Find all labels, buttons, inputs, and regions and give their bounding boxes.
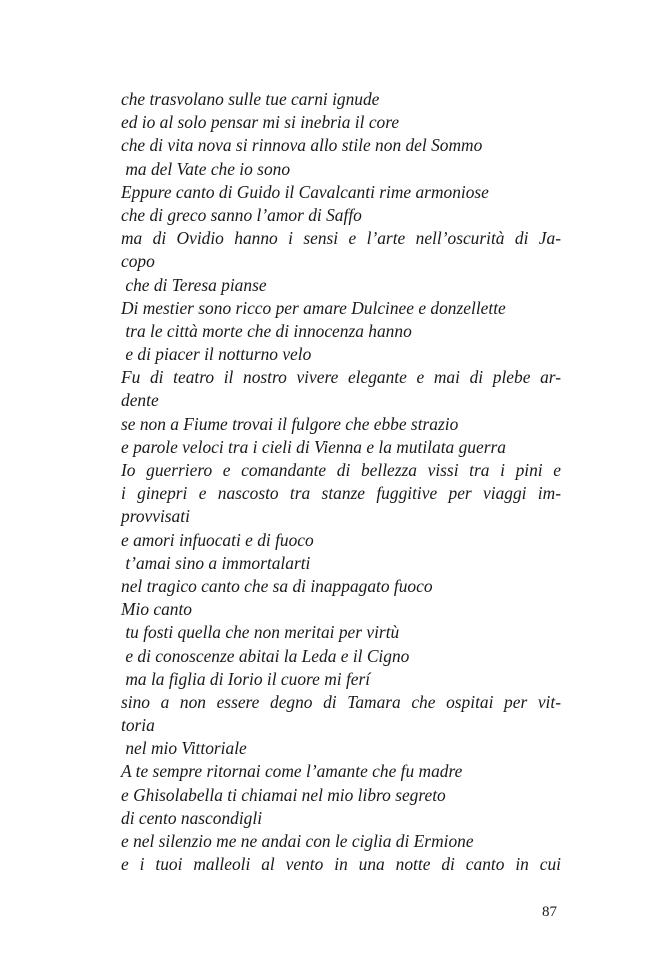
poem-line: e nel silenzio me ne andai con le ciglia di Ermione — [121, 831, 474, 851]
poem-line: Mio canto — [121, 599, 192, 620]
poem-line: ma di Ovidio hanno i sensi e l’arte nell’oscurità di Ja- — [121, 228, 561, 249]
poem-line: che trasvolano sulle tue carni ignude — [121, 89, 380, 109]
poem-line: toria — [121, 715, 155, 736]
poem-line: di cento nascondigli — [121, 807, 263, 828]
poem-line: ma la figlia di Iorio il cuore mi ferí — [121, 668, 371, 689]
poem-text — [121, 88, 561, 876]
poem-line: che di Teresa pianse — [121, 274, 267, 295]
poem-line: se non a Fiume trovai il fulgore che ebbe strazio — [121, 413, 459, 434]
poem-line: tu fosti quella che non meritai per virtù — [121, 622, 400, 643]
poem-line: e di conoscenze abitai la Leda e il Cigno — [121, 645, 410, 666]
poem-line: nel tragico canto che sa di inappagato fuoco — [121, 575, 433, 596]
poem-line: e amori infuocati e di fuoco — [121, 529, 314, 550]
page-number: 87 — [542, 904, 557, 920]
poem-line: Eppure canto di Guido il Cavalcanti rime armoniose — [121, 181, 489, 202]
poem-line: che di greco sanno l’amor di Saffo — [121, 204, 362, 225]
poem-line: tra le città morte che di innocenza hanno — [121, 320, 412, 341]
poem-line: che di vita nova si rinnova allo stile non del Sommo — [121, 135, 483, 156]
poem-line: provvisati — [121, 506, 190, 527]
poem-line: A te sempre ritornai come l’amante che fu madre — [121, 761, 463, 782]
poem-line: i ginepri e nascosto tra stanze fuggitive per viaggi im- — [121, 483, 561, 504]
poem-line: sino a non essere degno di Tamara che ospitai per vit- — [121, 691, 561, 712]
poem-line: Fu di teatro il nostro vivere elegante e mai di plebe ar- — [121, 367, 561, 388]
poem-line: t’amai sino a immortalarti — [121, 552, 311, 573]
poem-line: ma del Vate che io sono — [121, 158, 291, 179]
poem-line: Io guerriero e comandante di bellezza vissi tra i pini e — [121, 460, 561, 480]
poem-line: e Ghisolabella ti chiamai nel mio libro segreto — [121, 784, 446, 805]
poem-line: Di mestier sono ricco per amare Dulcinee e donzellette — [121, 297, 506, 318]
poem-line: e i tuoi malleoli al vento in una notte di canto in cui — [121, 854, 561, 875]
poem-line: e parole veloci tra i cieli di Vienna e la mutilata guerra — [121, 436, 506, 457]
poem-line: ed io al solo pensar mi si inebria il core — [121, 112, 400, 133]
poem-line: nel mio Vittoriale — [121, 738, 247, 759]
poem-line: dente — [121, 390, 159, 411]
poem-line: e di piacer il notturno velo — [121, 344, 312, 365]
poem-line: copo — [121, 251, 155, 272]
